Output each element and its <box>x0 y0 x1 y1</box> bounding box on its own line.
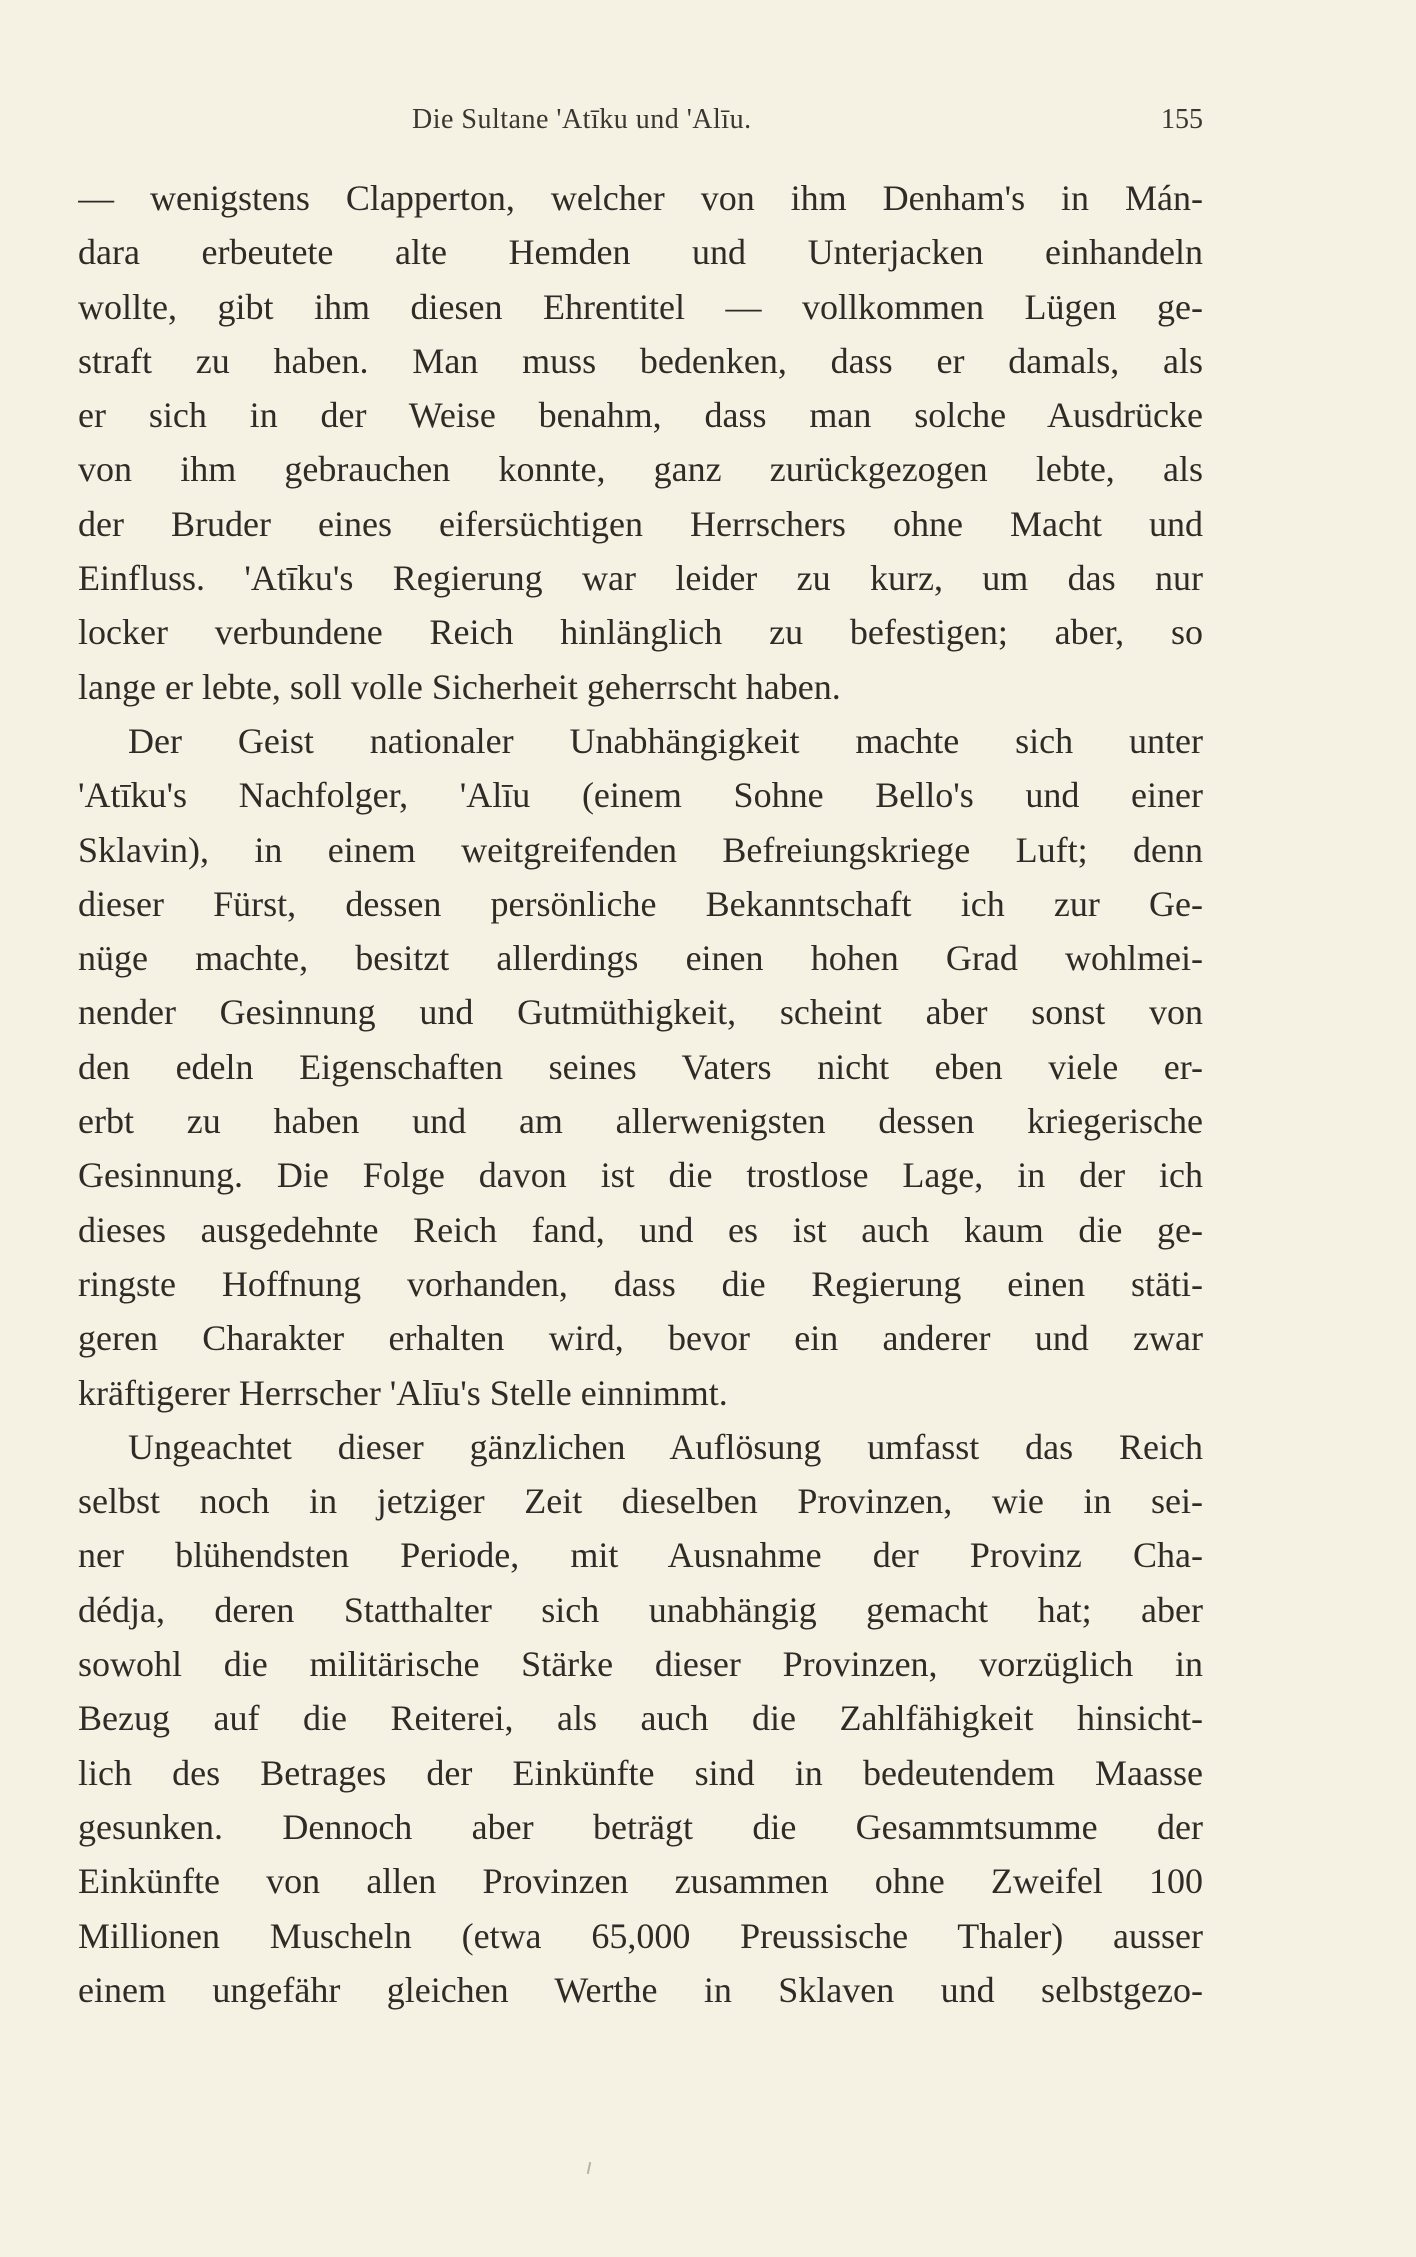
text-line: gesunken. Dennoch aber beträgt die Gesammtsumme der <box>78 1806 1203 1847</box>
page-number: 155 <box>1161 104 1203 135</box>
text-line: Millionen Muscheln (etwa 65,000 Preussische Thaler) ausser <box>78 1915 1203 1956</box>
text-line: den edeln Eigenschaften seines Vaters nicht eben viele er- <box>78 1046 1203 1087</box>
text-line: lich des Betrages der Einkünfte sind in bedeutendem Maasse <box>78 1752 1203 1793</box>
text-line: er sich in der Weise benahm, dass man solche Ausdrücke <box>78 395 1203 436</box>
running-head <box>78 104 1203 140</box>
text-line: der Bruder eines eifersüchtigen Herrschers ohne Macht und <box>78 503 1203 544</box>
text-line: straft zu haben. Man muss bedenken, dass er damals, als <box>78 340 1203 381</box>
text-line: Der Geist nationaler Unabhängigkeit machte sich unter <box>128 720 1203 761</box>
text-line: Gesinnung. Die Folge davon ist die trostlose Lage, in der ich <box>78 1155 1203 1196</box>
text-line: Einkünfte von allen Provinzen zusammen ohne Zweifel 100 <box>78 1861 1203 1902</box>
body-text <box>78 171 1203 2017</box>
text-line: — wenigstens Clapperton, welcher von ihm Denham's in Mán- <box>78 178 1203 218</box>
paper-speck <box>587 2162 591 2174</box>
text-line: ringste Hoffnung vorhanden, dass die Regierung einen stäti- <box>78 1263 1203 1304</box>
text-line: Bezug auf die Reiterei, als auch die Zahlfähigkeit hinsicht- <box>78 1698 1203 1739</box>
text-line: wollte, gibt ihm diesen Ehrentitel — vollkommen Lügen ge- <box>78 286 1203 327</box>
text-line: nüge machte, besitzt allerdings einen hohen Grad wohlmei- <box>78 938 1203 979</box>
text-line: dieses ausgedehnte Reich fand, und es ist auch kaum die ge- <box>78 1209 1203 1250</box>
text-line: lange er lebte, soll volle Sicherheit geherrscht haben. <box>78 666 841 707</box>
text-line: von ihm gebrauchen konnte, ganz zurückgezogen lebte, als <box>78 449 1203 490</box>
text-line: kräftigerer Herrscher 'Alīu's Stelle einnimmt. <box>78 1372 728 1413</box>
text-line: dédja, deren Statthalter sich unabhängig gemacht hat; aber <box>78 1589 1203 1630</box>
text-line: sowohl die militärische Stärke dieser Provinzen, vorzüglich in <box>78 1644 1203 1685</box>
text-line: ner blühendsten Periode, mit Ausnahme der Provinz Cha- <box>78 1535 1203 1576</box>
text-line: geren Charakter erhalten wird, bevor ein anderer und zwar <box>78 1318 1203 1359</box>
text-line: Ungeachtet dieser gänzlichen Auflösung umfasst das Reich <box>128 1426 1203 1467</box>
text-line: selbst noch in jetziger Zeit dieselben Provinzen, wie in sei- <box>78 1481 1203 1522</box>
text-line: 'Atīku's Nachfolger, 'Alīu (einem Sohne Bello's und einer <box>78 775 1203 816</box>
text-line: dieser Fürst, dessen persönliche Bekanntschaft ich zur Ge- <box>78 883 1203 924</box>
running-head-title: Die Sultane 'Atīku und 'Alīu. <box>412 104 752 135</box>
text-line: dara erbeutete alte Hemden und Unterjacken einhandeln <box>78 232 1203 273</box>
text-line: Sklavin), in einem weitgreifenden Befreiungskriege Luft; denn <box>78 829 1203 870</box>
text-line: einem ungefähr gleichen Werthe in Sklaven und selbstgezo- <box>78 1969 1203 2010</box>
text-line: erbt zu haben und am allerwenigsten dessen kriegerische <box>78 1101 1203 1142</box>
text-line: nender Gesinnung und Gutmüthigkeit, scheint aber sonst von <box>78 992 1203 1033</box>
text-line: locker verbundene Reich hinlänglich zu befestigen; aber, so <box>78 612 1203 653</box>
text-line: Einfluss. 'Atīku's Regierung war leider zu kurz, um das nur <box>78 558 1203 599</box>
